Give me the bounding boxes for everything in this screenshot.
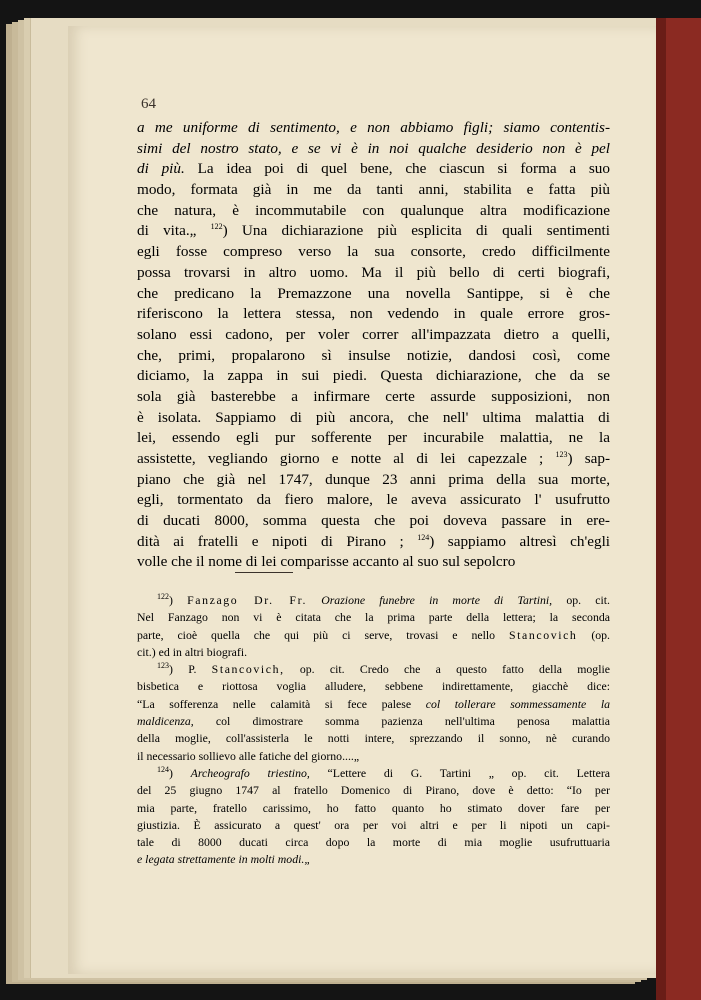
text-segment: (op. — [577, 627, 611, 642]
text-line — [137, 139, 610, 160]
text-segment: dità ai fratelli e nipoti di Pirano ; — [137, 532, 418, 550]
text-segment: Stancovich, — [211, 662, 285, 677]
text-segment: volle che il nome di lei comparisse accanto al suo sul sepolcro — [137, 553, 516, 571]
footnote-ref: 123 — [157, 661, 169, 671]
text-segment: “La sofferenza nelle calamità si fece palese — [137, 696, 426, 711]
text-segment: assistette, vegliando giorno e notte al di lei capezzale ; — [137, 450, 556, 467]
footnote-line — [137, 800, 610, 817]
text-segment: “Lettere di G. Tartini „ op. cit. Lettera — [309, 765, 610, 780]
footnote-ref: 123 — [555, 449, 568, 459]
text-segment: Archeografo triestino, — [190, 765, 310, 780]
text-segment: che, primi, propalarono sì insulse notizie, dandosi così, come — [137, 346, 610, 364]
text-segment: lei, essendo egli pur sofferente per incurabile malattia, ne la — [137, 429, 610, 447]
text-segment: del 25 giugno 1747 al fratello Domenico di Pirano, dove è detto: “Io per — [137, 783, 610, 798]
footnotes — [137, 592, 610, 869]
text-segment: Fanzago Dr. Fr. — [187, 593, 307, 607]
footnote-ref: 122 — [210, 222, 223, 232]
text-segment: di vita.„ — [137, 222, 211, 240]
text-segment: ) — [169, 593, 188, 607]
text-line — [137, 221, 610, 242]
text-segment: della moglie, coll'assisterla le notti intere, sprezzando il sonno, nè curando — [137, 731, 610, 746]
text-line — [137, 284, 610, 305]
text-segment: Stancovich — [508, 627, 578, 642]
text-segment: è isolata. Sappiamo di più ancora, che nell' ultima malattia di — [137, 408, 610, 426]
text-segment: ) P. — [169, 662, 212, 677]
footnote-line — [137, 609, 610, 626]
footnote-line — [137, 644, 610, 661]
text-segment: il necessario sollievo alle fatiche del giorno....„ — [137, 748, 360, 763]
text-segment: ) sap- — [567, 450, 610, 467]
text-segment: col dimostrare somma pazienza nell'ultima penosa malattia — [193, 714, 610, 729]
text-segment: a me uniforme di sentimento, e non abbiamo figli; siamo contentis- — [137, 119, 610, 136]
text-segment: Orazione funebre in morte di Tartini, — [321, 593, 553, 607]
text-segment: solano essi cadono, per voler correr all'impazzata dietro a quelli, — [137, 325, 610, 343]
text-segment: cit.) ed in altri biografi. — [137, 644, 248, 659]
text-line — [137, 304, 610, 325]
text-line — [137, 346, 610, 367]
footnote-ref: 124 — [417, 532, 430, 542]
footnote-line — [137, 678, 610, 695]
text-line — [137, 428, 610, 449]
text-line — [137, 242, 610, 263]
footnote-line — [137, 661, 610, 678]
text-segment: piano che già nel 1747, dunque 23 anni prima della sua morte, — [137, 470, 610, 488]
text-line — [137, 408, 610, 429]
text-segment: egli fosse compreso verso la sua consorte, credo difficilmente — [137, 243, 610, 261]
main-text — [137, 118, 610, 573]
text-line — [137, 470, 610, 491]
text-segment: di più. — [137, 160, 185, 178]
text-segment: modo, formata già in me da tanti anni, stabilita e fatta più — [137, 181, 610, 199]
text-segment: tale di 8000 ducati circa dopo la morte di mia moglie usufruttuaria — [137, 835, 610, 850]
text-segment: di ducati 8000, somma questa che poi doveva passare in ere- — [137, 512, 610, 530]
text-segment — [307, 593, 321, 607]
footnote-line — [137, 834, 610, 851]
text-segment: La idea poi di quel bene, che ciascun si forma a suo — [184, 160, 610, 178]
footnote-line — [137, 713, 610, 730]
footnote-line — [137, 817, 610, 834]
text-line — [137, 159, 610, 180]
text-segment: possa trovarsi in altro uomo. Ma il più bello di certi biografi, — [137, 263, 610, 281]
footnote-line — [137, 592, 610, 609]
text-segment: ) — [169, 765, 191, 780]
text-line — [137, 325, 610, 346]
text-line — [137, 511, 610, 532]
book-cover-edge — [656, 18, 666, 1000]
text-segment: giustizia. È assicurato a quest' ora per voi altri e per li nipoti un capi- — [137, 817, 610, 832]
page-number: 64 — [141, 96, 156, 112]
text-segment: mia parte, fratello carissimo, ho fatto quanto ho stimato dover fare per — [137, 800, 610, 815]
footnote-line — [137, 696, 610, 713]
footnote-line — [137, 730, 610, 747]
footnote-line — [137, 851, 610, 868]
text-segment: op. cit. Credo che a questo fatto della moglie — [284, 662, 610, 677]
text-segment: ) sappiamo altresì ch'egli — [429, 532, 611, 550]
footnote-separator — [235, 572, 293, 573]
text-line — [137, 532, 610, 553]
footnote-line — [137, 748, 610, 765]
text-line — [137, 180, 610, 201]
text-segment: bisbetica e riottosa voglia alludere, sebbene indirettamente, giacchè dice: — [137, 679, 610, 694]
text-segment: maldicenza, — [137, 714, 194, 729]
text-line — [137, 201, 610, 222]
footnote-ref: 122 — [157, 592, 169, 602]
text-segment: riferiscono la lettera stessa, non vedendo in quale errore gros- — [137, 305, 610, 323]
text-segment: op. cit. — [552, 593, 610, 607]
footnote-line — [137, 765, 610, 782]
text-line — [137, 449, 610, 470]
text-segment: col tollerare sommessamente la — [425, 696, 610, 711]
text-line — [137, 552, 610, 573]
text-segment: e legata strettamente in molti modi.„ — [137, 852, 311, 867]
text-line — [137, 490, 610, 511]
footnote-line — [137, 627, 610, 644]
text-line — [137, 118, 610, 139]
text-segment: parte, cioè quella che qui più ci serve, trovasi e nello — [137, 627, 509, 642]
text-segment: ) Una dichiarazione più esplicita di quali sentimenti — [222, 222, 610, 240]
text-segment: che natura, è incommutabile con qualunque altra modificazione — [137, 201, 610, 219]
text-line — [137, 387, 610, 408]
text-segment: egli, tormentato da fiero malore, le aveva assicurato l' usufrutto — [137, 491, 610, 509]
text-segment: simi del nostro stato, e se vi è in noi qualche desiderio non è pel — [137, 139, 610, 157]
text-segment: Nel Fanzago non vi è citata che la prima parte della lettera; la seconda — [137, 610, 610, 625]
footnote-line — [137, 782, 610, 799]
text-segment: diciamo, la zappa in sui piedi. Questa dichiarazione, che da se — [137, 367, 610, 385]
footnote-ref: 124 — [157, 765, 169, 775]
text-line — [137, 366, 610, 387]
text-segment: sola già basterebbe a infirmare certe assurde supposizioni, non — [137, 387, 610, 405]
text-segment: che predicano la Premazzone una novella Santippe, si è che — [137, 284, 610, 302]
text-line — [137, 263, 610, 284]
